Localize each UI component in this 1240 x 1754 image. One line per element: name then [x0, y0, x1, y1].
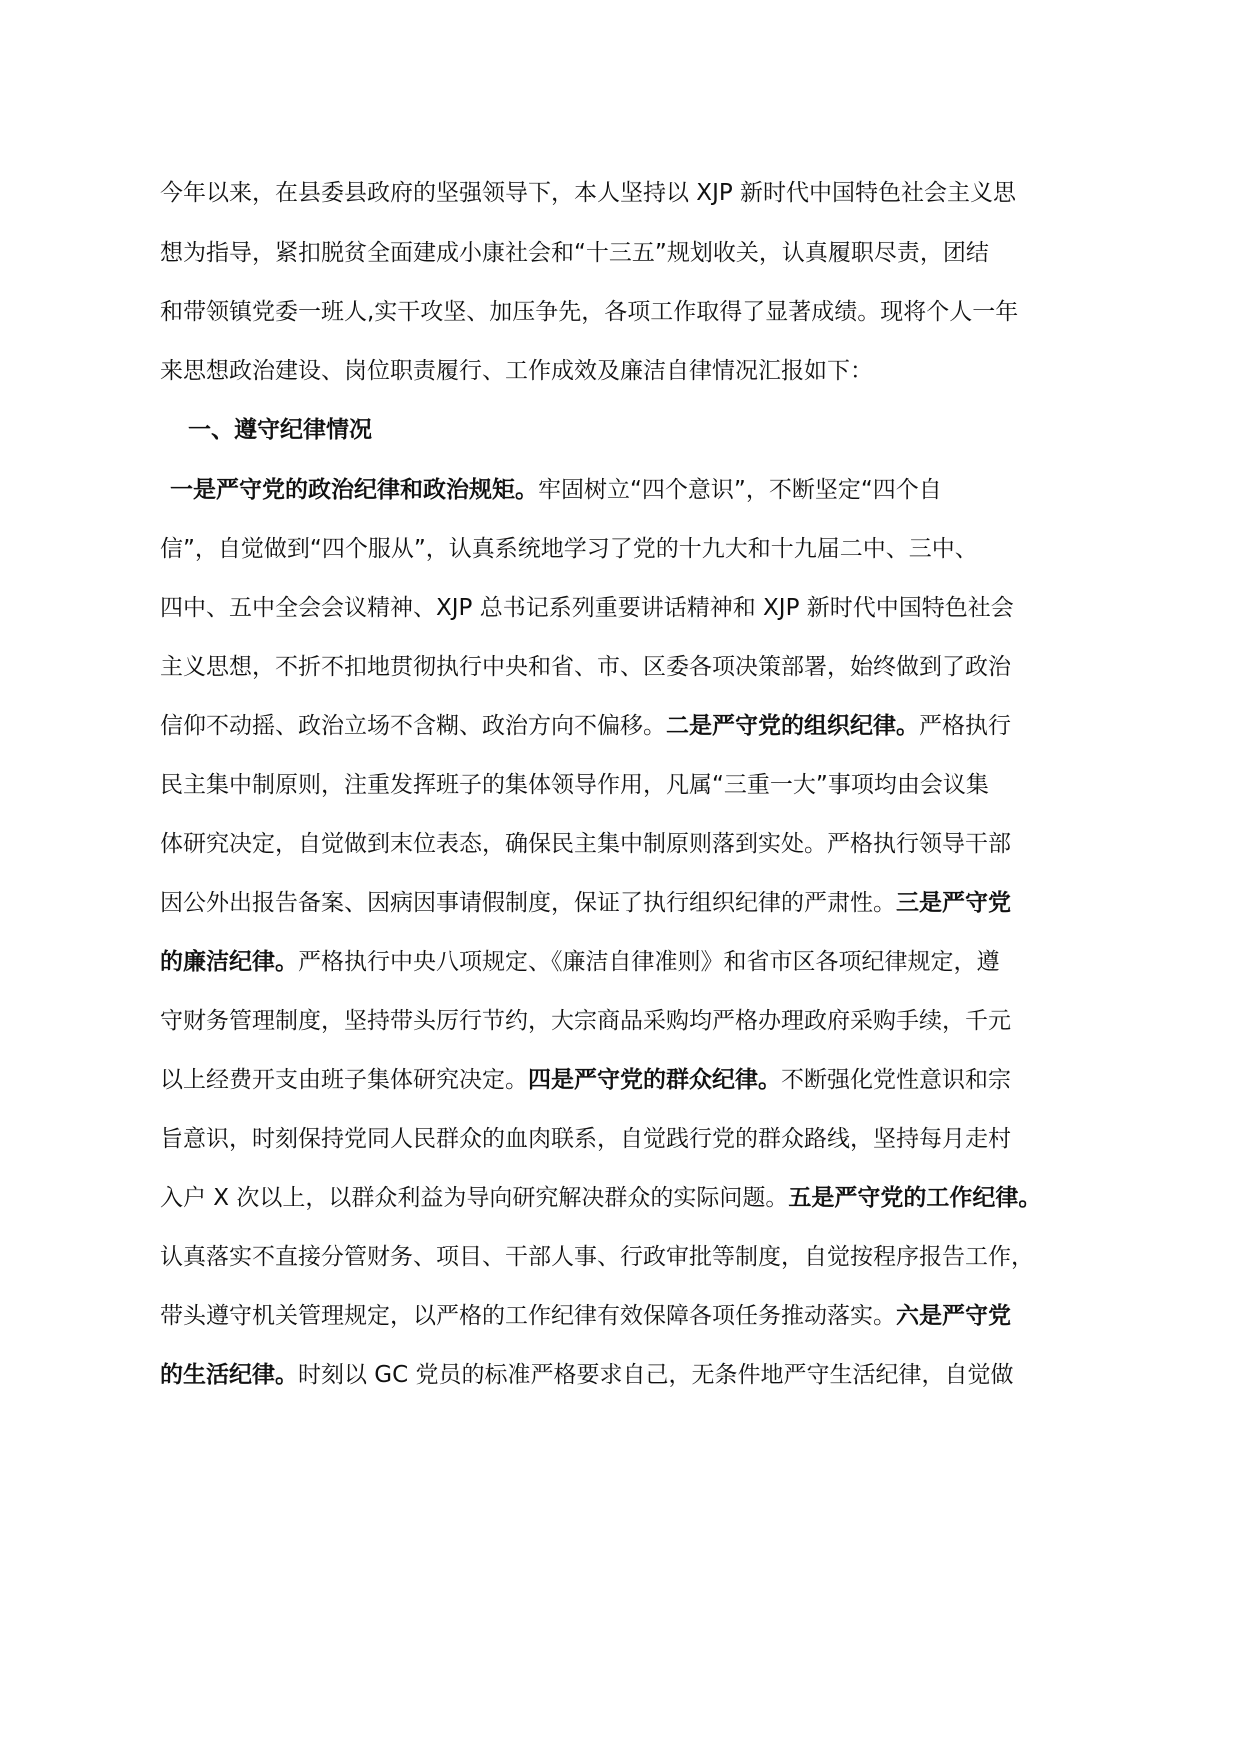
body-line-9 — [160, 942, 1000, 982]
bold-phrase: 四是严守党的群众纪律。 — [528, 1067, 781, 1093]
bold-phrase: 一是严守党的政治纪律和政治规矩。 — [170, 477, 538, 503]
text-run: 带头遵守机关管理规定，以严格的工作纪律有效保障各项任务推动落实。 — [160, 1303, 896, 1329]
bold-phrase: 的廉洁纪律。 — [160, 949, 298, 975]
bold-phrase: 二是严守党的组织纪律。 — [666, 713, 919, 739]
body-line-5 — [160, 706, 1011, 746]
bold-phrase: 五是严守党的工作纪律。 — [788, 1185, 1042, 1211]
body-line-3: 四中、五中全会会议精神、XJP 总书记系列重要讲话精神和 XJP 新时代中国特色社会 — [160, 595, 1014, 621]
body-line-8 — [160, 883, 1011, 923]
text-run: 时刻以 GC 党员的标准严格要求自己，无条件地严守生活纪律，自觉做 — [298, 1362, 1014, 1388]
body-line-4: 主义思想，不折不扣地贯彻执行中央和省、市、区委各项决策部署，始终做到了政治 — [160, 654, 1011, 680]
bold-phrase: 的生活纪律。 — [160, 1362, 298, 1388]
body-line-15 — [160, 1296, 1011, 1336]
bold-phrase: 三是严守党 — [896, 890, 1011, 916]
text-run: 因公外出报告备案、因病因事请假制度，保证了执行组织纪律的严肃性。 — [160, 890, 896, 916]
intro-line-3: 和带领镇党委一班人,实干攻坚、加压争先，各项工作取得了显著成绩。现将个人一年 — [160, 299, 1019, 325]
text-run: 严格执行中央八项规定、《廉洁自律准则》和省市区各项纪律规定，遵 — [298, 949, 1000, 975]
text-run: 严格执行 — [919, 713, 1011, 739]
bold-phrase: 六是严守党 — [896, 1303, 1011, 1329]
intro-line-1: 今年以来，在县委县政府的坚强领导下，本人坚持以 XJP 新时代中国特色社会主义思 — [160, 180, 1017, 206]
body-line-1 — [170, 470, 942, 510]
body-line-2: 信”，自觉做到“四个服从”，认真系统地学习了党的十九大和十九届二中、三中、 — [160, 536, 978, 562]
body-line-12: 旨意识，时刻保持党同人民群众的血肉联系，自觉践行党的群众路线，坚持每月走村 — [160, 1126, 1011, 1152]
text-run: 牢固树立“四个意识”，不断坚定“四个自 — [538, 477, 942, 503]
body-line-16 — [160, 1355, 1014, 1395]
body-line-7: 体研究决定，自觉做到末位表态，确保民主集中制原则落到实处。严格执行领导干部 — [160, 831, 1011, 857]
intro-line-2: 想为指导，紧扣脱贫全面建成小康社会和“十三五”规划收关，认真履职尽责，团结 — [160, 240, 989, 266]
body-line-11 — [160, 1060, 1011, 1100]
body-line-13 — [160, 1178, 1041, 1218]
intro-line-4: 来思想政治建设、岗位职责履行、工作成效及廉洁自律情况汇报如下： — [160, 358, 873, 384]
body-line-14: 认真落实不直接分管财务、项目、干部人事、行政审批等制度，自觉按程序报告工作， — [160, 1244, 1034, 1270]
body-line-6: 民主集中制原则，注重发挥班子的集体领导作用，凡属“三重一大”事项均由会议集 — [160, 772, 989, 798]
body-line-10: 守财务管理制度，坚持带头厉行节约，大宗商品采购均严格办理政府采购手续，千元 — [160, 1008, 1011, 1034]
text-run: 入户 X 次以上，以群众利益为导向研究解决群众的实际问题。 — [160, 1185, 789, 1211]
section-heading: 一、遵守纪律情况 — [188, 417, 372, 443]
text-run: 以上经费开支由班子集体研究决定。 — [160, 1067, 528, 1093]
text-run: 信仰不动摇、政治立场不含糊、政治方向不偏移。 — [160, 713, 666, 739]
text-run: 不断强化党性意识和宗 — [781, 1067, 1011, 1093]
